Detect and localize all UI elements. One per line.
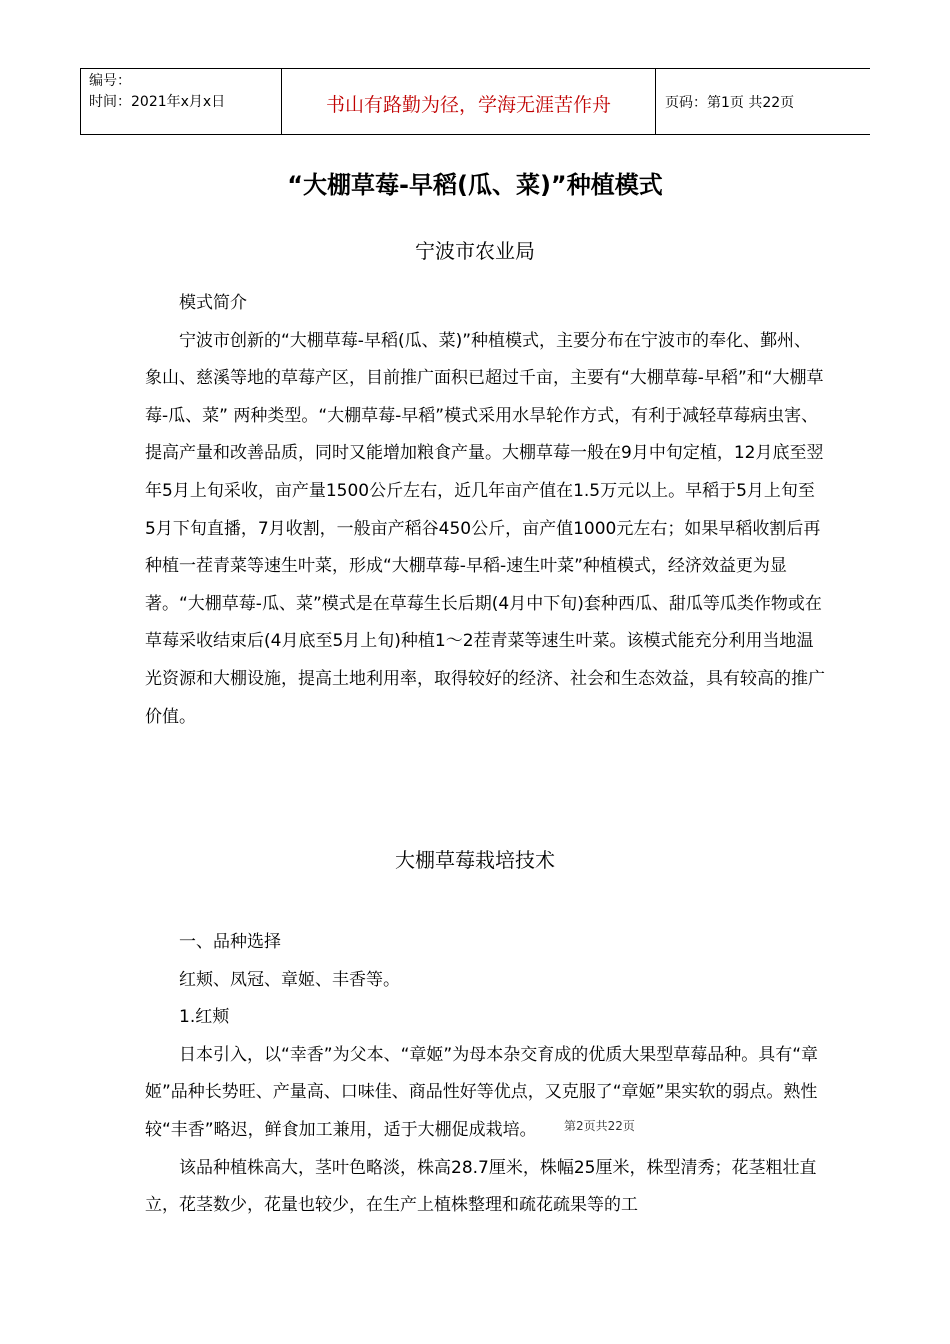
header-motto: 书山有路勤为径，学海无涯苦作舟: [282, 69, 656, 134]
intro-block: [145, 285, 825, 736]
header-page-code: 页码：第1页 共22页: [665, 95, 795, 111]
page-marker: 第2页共22页: [564, 1119, 635, 1133]
header-meta-cell: [81, 69, 282, 134]
intro-heading: 模式简介: [179, 293, 247, 313]
document-title: “大棚草莓-早稻(瓜、菜)”种植模式: [287, 171, 663, 199]
variety-paragraph-1: 日本引入，以“幸香”为父本、“章姬”为母本杂交育成的优质大果型草莓品种。具有“章姬”品种长势旺、产量高、口味佳、商品性好等优点，又克服了“章姬”果实软的弱点。熟性较“丰香”略迟，鲜食加工兼用，适于大棚促成栽培。: [145, 1044, 819, 1140]
document-author: 宁波市农业局: [415, 239, 535, 263]
variety-heading: 1.红颊: [179, 1007, 230, 1028]
varieties-list: 红颊、凤冠、章姬、丰香等。: [179, 969, 400, 990]
sub-heading: 一、品种选择: [179, 932, 281, 952]
variety-block: [145, 924, 825, 1225]
document-header: [80, 68, 870, 135]
variety-paragraph-2: 该品种植株高大，茎叶色略淡，株高28.7厘米，株幅25厘米，株型清秀；花茎粗壮直立，花茎数少，花量也较少，在生产上植株整理和疏花疏果等的工: [145, 1157, 817, 1216]
intro-paragraph: 宁波市创新的“大棚草莓-早稻(瓜、菜)”种植模式，主要分布在宁波市的奉化、鄞州、象山、慈溪等地的草莓产区，目前推广面积已超过千亩，主要有“大棚草莓-早稻”和“大棚草莓-瓜、菜” 两种类型。“大棚草莓-早稻”模式采用水旱轮作方式，有利于减轻草莓病虫害、提高产量和改善品质，同时又能增加粮食产量。大棚草莓一般在9月中旬定植，12月底至翌年5月上旬采收，亩产量1500公斤左右，近几年亩产值在1.5万元以上。早稻于5月上旬至5月下旬直播，7月收割，一般亩产稻谷450公斤，亩产值1000元左右；如果早稻收割后再种植一茬青菜等速生叶菜，形成“大棚草莓-早稻-速生叶菜”种植模式，经济效益更为显著。“大棚草莓-瓜、菜”模式是在草莓生长后期(4月中下旬)套种西瓜、甜瓜等瓜类作物或在草莓采收结束后(4月底至5月上旬)种植1～2茬青菜等速生叶菜。该模式能充分利用当地温光资源和大棚设施，提高土地利用率，取得较好的经济、社会和生态效益，具有较高的推广价值。: [145, 330, 825, 727]
document-number: 编号：: [89, 73, 131, 89]
document-time: 时间：2021年x月x日: [89, 94, 226, 110]
section-title: 大棚草莓栽培技术: [395, 848, 555, 872]
